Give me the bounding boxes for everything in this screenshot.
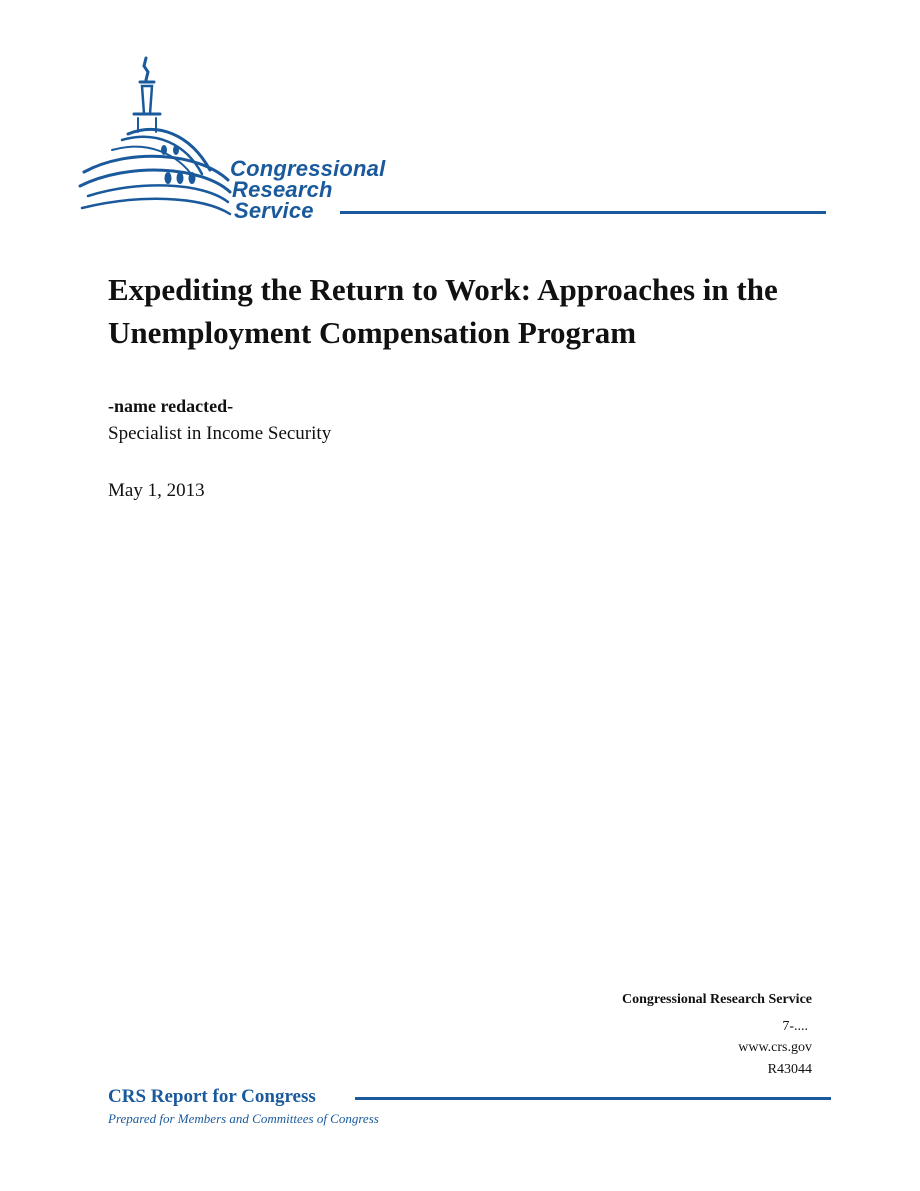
logo-text-line2: Research	[232, 177, 333, 202]
logo-text-line1: Congressional	[230, 156, 386, 181]
author-role: Specialist in Income Security	[108, 423, 332, 444]
footer-series-title: CRS Report for Congress	[108, 1086, 316, 1107]
author-name: -name redacted-	[108, 396, 234, 416]
footer-subtitle: Prepared for Members and Committees of Congress	[108, 1111, 379, 1126]
publisher-url[interactable]: www.crs.gov	[738, 1040, 812, 1055]
publisher-org: Congressional Research Service	[621, 992, 812, 1007]
publication-date: May 1, 2013	[108, 480, 205, 501]
footer-rule	[355, 1097, 831, 1100]
document-title: Expediting the Return to Work: Approaches in the Unemployment Compensation Program	[108, 272, 778, 350]
report-number: R43044	[767, 1062, 812, 1077]
logo-text-line3: Service	[234, 198, 314, 223]
publisher-code: 7-....	[782, 1019, 808, 1034]
header-rule	[340, 211, 826, 214]
